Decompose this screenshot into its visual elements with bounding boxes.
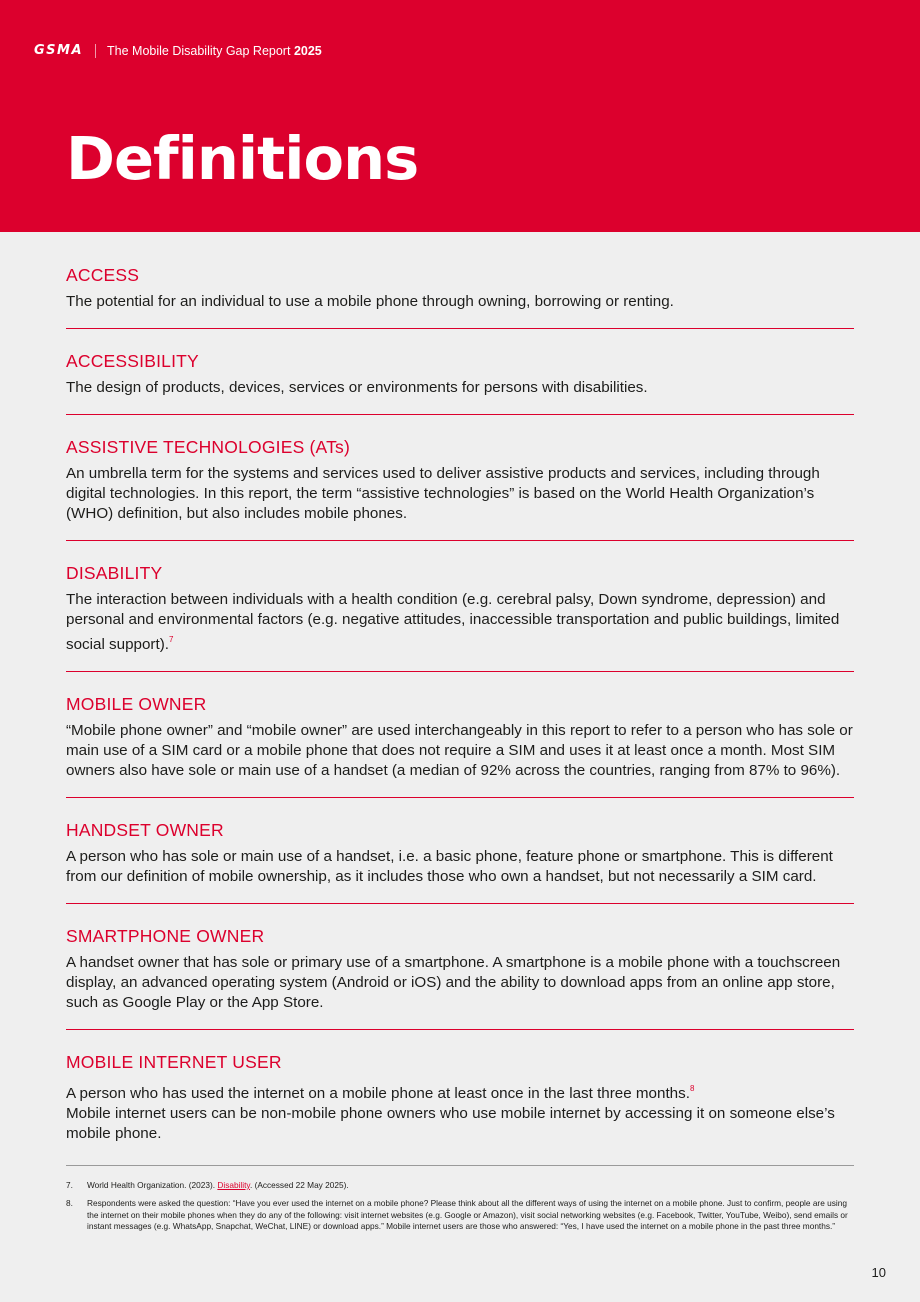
footnote-text-after: . (Accessed 22 May 2025). bbox=[249, 1180, 349, 1190]
header-banner bbox=[0, 0, 920, 232]
footnotes-divider bbox=[66, 1165, 854, 1166]
definition-description: The design of products, devices, services or environments for persons with disabilities. bbox=[66, 379, 648, 396]
definition-smartphone-owner bbox=[66, 924, 854, 1030]
brand-divider bbox=[95, 44, 96, 58]
definition-term: DISABILITY bbox=[66, 563, 163, 583]
page-number: 10 bbox=[871, 1265, 886, 1280]
report-year: 2025 bbox=[293, 43, 322, 58]
report-title bbox=[107, 44, 322, 58]
definition-term: MOBILE INTERNET USER bbox=[66, 1052, 282, 1072]
footnote-number: 8. bbox=[66, 1198, 73, 1209]
definition-handset-owner bbox=[66, 818, 854, 904]
definition-description: “Mobile phone owner” and “mobile owner” are used interchangeably in this report to refer to a person who has sole or main use of a SIM card or a mobile phone that does not require a SIM and uses it at least once a month. Most SIM owners also have sole or main use of a handset (a median of 92% across the countries, ranging from 87% to 96%). bbox=[66, 722, 853, 779]
definition-mobile-internet-user bbox=[66, 1050, 854, 1160]
definition-description-text: The interaction between individuals with a health condition (e.g. cerebral palsy, Down syndrome, depression) and personal and environmental factors (e.g. negative attitudes, inaccessible transportation and public buildings, limited social support). bbox=[66, 591, 840, 653]
definition-description: A person who has sole or main use of a handset, i.e. a basic phone, feature phone or smartphone. This is different from our definition of mobile ownership, as it includes those who own a handset, but not necessarily a SIM card. bbox=[66, 848, 833, 885]
definition-mobile-owner bbox=[66, 692, 854, 798]
definition-description: An umbrella term for the systems and services used to deliver assistive products and services, including through digital technologies. In this report, the term “assistive technologies” is based on the World Health Organization’s (WHO) definition, but also includes mobile phones. bbox=[66, 465, 820, 522]
definition-assistive-technologies bbox=[66, 435, 854, 541]
footnote-text: Respondents were asked the question: “Have you ever used the internet on a mobile phone? Please think about all the different ways of using the internet on a mobile phone. Just to confirm, people are using the internet on their mobile phones when they do any of the following: visit internet websites (e.g. Google or Amazon), visit social networking websites (e.g. Facebook, Twitter, YouTube, Weibo), send emails or instant messages (e.g. WhatsApp, Snapchat, WeChat, LINE) or download apps.” Mobile internet users are those who answered: “Yes, I have used the internet on a mobile phone in the past three months.” bbox=[87, 1198, 848, 1231]
footnote-text bbox=[87, 1180, 854, 1191]
definition-description: A handset owner that has sole or primary use of a smartphone. A smartphone is a mobile phone with a touchscreen display, an advanced operating system (Android or iOS) and the ability to download apps from an online app store, such as Google Play or the App Store. bbox=[66, 954, 841, 1011]
definition-term: ACCESSIBILITY bbox=[66, 351, 199, 371]
footnote-ref-8[interactable]: 8 bbox=[689, 1084, 695, 1093]
definition-description-text: A person who has used the internet on a mobile phone at least once in the last three months. bbox=[66, 1085, 690, 1102]
definition-term: HANDSET OWNER bbox=[66, 820, 224, 840]
definition-term: MOBILE OWNER bbox=[66, 694, 207, 714]
definition-term: SMARTPHONE OWNER bbox=[66, 926, 265, 946]
footnote-7 bbox=[66, 1180, 854, 1191]
definition-description bbox=[66, 590, 854, 655]
definition-disability bbox=[66, 561, 854, 672]
definition-term: ASSISTIVE TECHNOLOGIES (ATs) bbox=[66, 437, 351, 457]
footnotes bbox=[66, 1180, 854, 1239]
footnote-number: 7. bbox=[66, 1180, 73, 1190]
disability-link[interactable]: Disability bbox=[217, 1180, 250, 1190]
gsma-logo: GSMA bbox=[34, 43, 84, 58]
brand-bar bbox=[34, 43, 322, 58]
definition-term: ACCESS bbox=[66, 265, 140, 285]
definition-description-continued: Mobile internet users can be non-mobile phone owners who use mobile internet by accessing it on someone else’s mobile phone. bbox=[66, 1105, 835, 1142]
definition-accessibility bbox=[66, 349, 854, 415]
footnote-ref-7[interactable]: 7 bbox=[168, 635, 174, 644]
report-title-text: The Mobile Disability Gap Report bbox=[107, 43, 291, 58]
definition-description bbox=[66, 1079, 854, 1144]
definitions-list bbox=[66, 263, 854, 1160]
footnote-8 bbox=[66, 1198, 854, 1232]
page-title: Definitions bbox=[66, 124, 419, 193]
footnote-text-before: World Health Organization. (2023). bbox=[87, 1180, 216, 1190]
definition-access bbox=[66, 263, 854, 329]
definition-description: The potential for an individual to use a mobile phone through owning, borrowing or renting. bbox=[66, 293, 674, 310]
